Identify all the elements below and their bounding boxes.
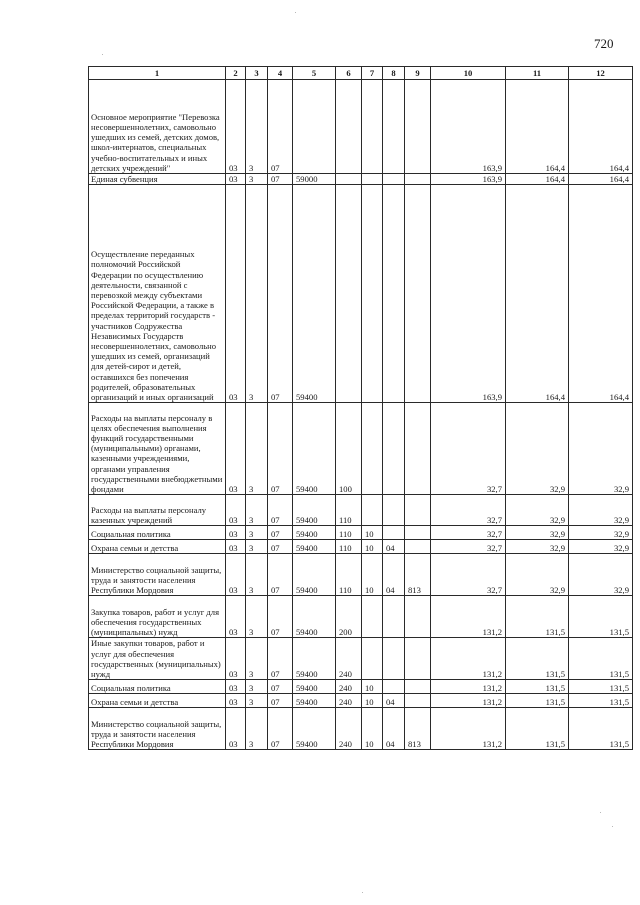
budget-table bbox=[88, 66, 633, 750]
table-cell-col-9 bbox=[405, 694, 431, 708]
table-cell-col-3: 3 bbox=[246, 80, 268, 174]
table-cell-col-3: 3 bbox=[246, 403, 268, 495]
column-header-2: 2 bbox=[226, 67, 246, 80]
table-cell-col-7: 10 bbox=[362, 708, 383, 750]
table-cell-col-10: 163,9 bbox=[431, 185, 506, 403]
table-cell-col-9 bbox=[405, 403, 431, 495]
table-cell-col-10: 131,2 bbox=[431, 708, 506, 750]
table-cell-col-9 bbox=[405, 526, 431, 540]
table-cell-col-4: 07 bbox=[268, 680, 293, 694]
table-cell-col-5: 59400 bbox=[293, 708, 336, 750]
table-cell-col-10: 131,2 bbox=[431, 596, 506, 638]
column-header-12: 12 bbox=[569, 67, 633, 80]
row-name-cell: Основное мероприятие "Перевозка несовершеннолетних, самовольно ушедших из семей, детских домов, школ-интернатов, специальных учебно-воспитательных и иных детских учреждений" bbox=[89, 80, 226, 174]
table-cell-col-4: 07 bbox=[268, 526, 293, 540]
table-cell-col-11: 131,5 bbox=[506, 694, 569, 708]
table-cell-col-12: 131,5 bbox=[569, 680, 633, 694]
table-cell-col-8: 04 bbox=[383, 540, 405, 554]
table-cell-col-8: 04 bbox=[383, 694, 405, 708]
table-cell-col-9 bbox=[405, 638, 431, 680]
table-cell-col-9 bbox=[405, 174, 431, 185]
table-cell-col-4: 07 bbox=[268, 554, 293, 596]
table-cell-col-10: 32,7 bbox=[431, 526, 506, 540]
table-cell-col-12: 131,5 bbox=[569, 596, 633, 638]
table-cell-col-11: 32,9 bbox=[506, 540, 569, 554]
table-cell-col-2: 03 bbox=[226, 540, 246, 554]
table-cell-col-8 bbox=[383, 495, 405, 526]
table-cell-col-6: 240 bbox=[336, 638, 362, 680]
column-header-9: 9 bbox=[405, 67, 431, 80]
table-cell-col-2: 03 bbox=[226, 495, 246, 526]
table-cell-col-8 bbox=[383, 638, 405, 680]
table-cell-col-11: 32,9 bbox=[506, 403, 569, 495]
table-cell-col-12: 32,9 bbox=[569, 495, 633, 526]
column-header-6: 6 bbox=[336, 67, 362, 80]
table-cell-col-9 bbox=[405, 596, 431, 638]
table-cell-col-2: 03 bbox=[226, 174, 246, 185]
table-cell-col-2: 03 bbox=[226, 80, 246, 174]
table-cell-col-3: 3 bbox=[246, 554, 268, 596]
row-name-cell: Закупка товаров, работ и услуг для обеспечения государственных (муниципальных) нужд bbox=[89, 596, 226, 638]
column-header-8: 8 bbox=[383, 67, 405, 80]
table-cell-col-7: 10 bbox=[362, 680, 383, 694]
table-cell-col-6 bbox=[336, 185, 362, 403]
table-cell-col-10: 32,7 bbox=[431, 495, 506, 526]
table-cell-col-10: 32,7 bbox=[431, 554, 506, 596]
table-cell-col-2: 03 bbox=[226, 680, 246, 694]
table-cell-col-7 bbox=[362, 80, 383, 174]
row-name-cell: Министерство социальной защиты, труда и занятости населения Республики Мордовия bbox=[89, 554, 226, 596]
table-cell-col-9: 813 bbox=[405, 554, 431, 596]
table-cell-col-5: 59400 bbox=[293, 540, 336, 554]
table-cell-col-6 bbox=[336, 174, 362, 185]
column-header-3: 3 bbox=[246, 67, 268, 80]
table-cell-col-3: 3 bbox=[246, 495, 268, 526]
table-cell-col-12: 32,9 bbox=[569, 526, 633, 540]
table-cell-col-4: 07 bbox=[268, 185, 293, 403]
table-cell-col-12: 131,5 bbox=[569, 708, 633, 750]
table-cell-col-4: 07 bbox=[268, 80, 293, 174]
table-cell-col-9 bbox=[405, 540, 431, 554]
table-cell-col-11: 164,4 bbox=[506, 185, 569, 403]
table-cell-col-6: 240 bbox=[336, 680, 362, 694]
row-name-cell: Социальная политика bbox=[89, 680, 226, 694]
table-row bbox=[89, 680, 633, 694]
table-cell-col-11: 131,5 bbox=[506, 708, 569, 750]
scan-speck bbox=[612, 826, 613, 827]
table-cell-col-5: 59000 bbox=[293, 174, 336, 185]
table-cell-col-3: 3 bbox=[246, 596, 268, 638]
table-row bbox=[89, 403, 633, 495]
table-cell-col-11: 131,5 bbox=[506, 680, 569, 694]
table-cell-col-8 bbox=[383, 680, 405, 694]
table-cell-col-10: 131,2 bbox=[431, 694, 506, 708]
column-header-1: 1 bbox=[89, 67, 226, 80]
table-cell-col-6: 100 bbox=[336, 403, 362, 495]
column-header-7: 7 bbox=[362, 67, 383, 80]
table-cell-col-10: 32,7 bbox=[431, 540, 506, 554]
table-cell-col-4: 07 bbox=[268, 694, 293, 708]
row-name-cell: Иные закупки товаров, работ и услуг для обеспечения государственных (муниципальных) нужд bbox=[89, 638, 226, 680]
row-name-cell: Министерство социальной защиты, труда и занятости населения Республики Мордовия bbox=[89, 708, 226, 750]
table-cell-col-8: 04 bbox=[383, 708, 405, 750]
table-cell-col-2: 03 bbox=[226, 596, 246, 638]
table-row bbox=[89, 174, 633, 185]
table-cell-col-5: 59400 bbox=[293, 185, 336, 403]
table-cell-col-7: 10 bbox=[362, 540, 383, 554]
column-header-11: 11 bbox=[506, 67, 569, 80]
table-cell-col-2: 03 bbox=[226, 526, 246, 540]
table-cell-col-9 bbox=[405, 185, 431, 403]
table-cell-col-5: 59400 bbox=[293, 495, 336, 526]
table-cell-col-12: 131,5 bbox=[569, 694, 633, 708]
table-row bbox=[89, 185, 633, 403]
table-cell-col-9 bbox=[405, 495, 431, 526]
table-cell-col-12: 164,4 bbox=[569, 174, 633, 185]
table-cell-col-12: 131,5 bbox=[569, 638, 633, 680]
table-cell-col-4: 07 bbox=[268, 638, 293, 680]
table-cell-col-6: 200 bbox=[336, 596, 362, 638]
table-cell-col-5 bbox=[293, 80, 336, 174]
table-cell-col-7 bbox=[362, 403, 383, 495]
table-cell-col-7 bbox=[362, 495, 383, 526]
scan-speck bbox=[102, 54, 103, 55]
table-cell-col-8 bbox=[383, 185, 405, 403]
table-cell-col-12: 32,9 bbox=[569, 540, 633, 554]
table-cell-col-7 bbox=[362, 638, 383, 680]
table-cell-col-6: 110 bbox=[336, 495, 362, 526]
table-cell-col-6: 110 bbox=[336, 526, 362, 540]
row-name-cell: Охрана семьи и детства bbox=[89, 694, 226, 708]
table-cell-col-4: 07 bbox=[268, 174, 293, 185]
table-body bbox=[89, 80, 633, 750]
table-cell-col-3: 3 bbox=[246, 708, 268, 750]
table-cell-col-11: 164,4 bbox=[506, 80, 569, 174]
table-cell-col-7: 10 bbox=[362, 554, 383, 596]
table-cell-col-7 bbox=[362, 596, 383, 638]
table-cell-col-11: 32,9 bbox=[506, 554, 569, 596]
table-row bbox=[89, 540, 633, 554]
table-cell-col-4: 07 bbox=[268, 495, 293, 526]
table-cell-col-3: 3 bbox=[246, 680, 268, 694]
row-name-cell: Социальная политика bbox=[89, 526, 226, 540]
table-cell-col-11: 164,4 bbox=[506, 174, 569, 185]
table-cell-col-8 bbox=[383, 403, 405, 495]
table-cell-col-4: 07 bbox=[268, 540, 293, 554]
row-name-cell: Охрана семьи и детства bbox=[89, 540, 226, 554]
table-cell-col-2: 03 bbox=[226, 554, 246, 596]
table-cell-col-3: 3 bbox=[246, 638, 268, 680]
table-cell-col-3: 3 bbox=[246, 540, 268, 554]
table-cell-col-7: 10 bbox=[362, 526, 383, 540]
table-cell-col-4: 07 bbox=[268, 708, 293, 750]
table-row bbox=[89, 708, 633, 750]
table-cell-col-8 bbox=[383, 174, 405, 185]
table-cell-col-5: 59400 bbox=[293, 526, 336, 540]
table-cell-col-9 bbox=[405, 680, 431, 694]
table-cell-col-7 bbox=[362, 174, 383, 185]
table-cell-col-6: 110 bbox=[336, 554, 362, 596]
row-name-cell: Осуществление переданных полномочий Российской Федерации по осуществлению деятельности, связанной с перевозкой между субъектами Российской Федерации, а также в пределах территорий государств - участников Содружества Независимых Государств несовершеннолетних, самовольно ушедших из семей, организаций для детей-сирот и детей, оставшихся без попечения родителей, образовательных организаций и иных организаций bbox=[89, 185, 226, 403]
scan-speck bbox=[600, 812, 601, 813]
table-cell-col-10: 32,7 bbox=[431, 403, 506, 495]
table-row bbox=[89, 495, 633, 526]
table-cell-col-4: 07 bbox=[268, 403, 293, 495]
table-cell-col-12: 32,9 bbox=[569, 554, 633, 596]
row-name-cell: Расходы на выплаты персоналу казенных учреждений bbox=[89, 495, 226, 526]
table-cell-col-11: 131,5 bbox=[506, 638, 569, 680]
table-cell-col-5: 59400 bbox=[293, 680, 336, 694]
table-cell-col-7: 10 bbox=[362, 694, 383, 708]
table-cell-col-2: 03 bbox=[226, 185, 246, 403]
table-cell-col-6 bbox=[336, 80, 362, 174]
table-cell-col-8: 04 bbox=[383, 554, 405, 596]
page-number: 720 bbox=[594, 36, 614, 51]
table-cell-col-8 bbox=[383, 526, 405, 540]
table-cell-col-2: 03 bbox=[226, 708, 246, 750]
table-cell-col-4: 07 bbox=[268, 596, 293, 638]
table-header bbox=[89, 67, 633, 80]
table-cell-col-9: 813 bbox=[405, 708, 431, 750]
table-cell-col-3: 3 bbox=[246, 185, 268, 403]
table-row bbox=[89, 526, 633, 540]
table-cell-col-2: 03 bbox=[226, 638, 246, 680]
table-cell-col-5: 59400 bbox=[293, 554, 336, 596]
table-cell-col-10: 131,2 bbox=[431, 638, 506, 680]
table-cell-col-12: 32,9 bbox=[569, 403, 633, 495]
scan-speck bbox=[362, 892, 363, 893]
table-cell-col-5: 59400 bbox=[293, 596, 336, 638]
table-row bbox=[89, 80, 633, 174]
table-row bbox=[89, 694, 633, 708]
table-cell-col-6: 240 bbox=[336, 694, 362, 708]
table-cell-col-8 bbox=[383, 596, 405, 638]
table-cell-col-10: 163,9 bbox=[431, 80, 506, 174]
row-name-cell: Расходы на выплаты персоналу в целях обеспечения выполнения функций государственными (муниципальными) органами, казенными учреждениями, органами управления государственными внебюджетными фондами bbox=[89, 403, 226, 495]
table-cell-col-3: 3 bbox=[246, 694, 268, 708]
table-cell-col-9 bbox=[405, 80, 431, 174]
table-cell-col-2: 03 bbox=[226, 694, 246, 708]
column-header-10: 10 bbox=[431, 67, 506, 80]
table-cell-col-3: 3 bbox=[246, 174, 268, 185]
table-cell-col-10: 131,2 bbox=[431, 680, 506, 694]
row-name-cell: Единая субвенция bbox=[89, 174, 226, 185]
table-cell-col-6: 240 bbox=[336, 708, 362, 750]
table-cell-col-2: 03 bbox=[226, 403, 246, 495]
table-cell-col-5: 59400 bbox=[293, 638, 336, 680]
table-cell-col-3: 3 bbox=[246, 526, 268, 540]
table-row bbox=[89, 596, 633, 638]
header-row bbox=[89, 67, 633, 80]
table-cell-col-5: 59400 bbox=[293, 694, 336, 708]
table-cell-col-8 bbox=[383, 80, 405, 174]
table-cell-col-11: 131,5 bbox=[506, 596, 569, 638]
table-cell-col-5: 59400 bbox=[293, 403, 336, 495]
table-cell-col-11: 32,9 bbox=[506, 495, 569, 526]
table-row bbox=[89, 638, 633, 680]
column-header-4: 4 bbox=[268, 67, 293, 80]
table-row bbox=[89, 554, 633, 596]
table-cell-col-12: 164,4 bbox=[569, 185, 633, 403]
column-header-5: 5 bbox=[293, 67, 336, 80]
table-cell-col-6: 110 bbox=[336, 540, 362, 554]
table-cell-col-12: 164,4 bbox=[569, 80, 633, 174]
table-cell-col-10: 163,9 bbox=[431, 174, 506, 185]
table-cell-col-7 bbox=[362, 185, 383, 403]
table-cell-col-11: 32,9 bbox=[506, 526, 569, 540]
scan-speck bbox=[295, 12, 296, 13]
